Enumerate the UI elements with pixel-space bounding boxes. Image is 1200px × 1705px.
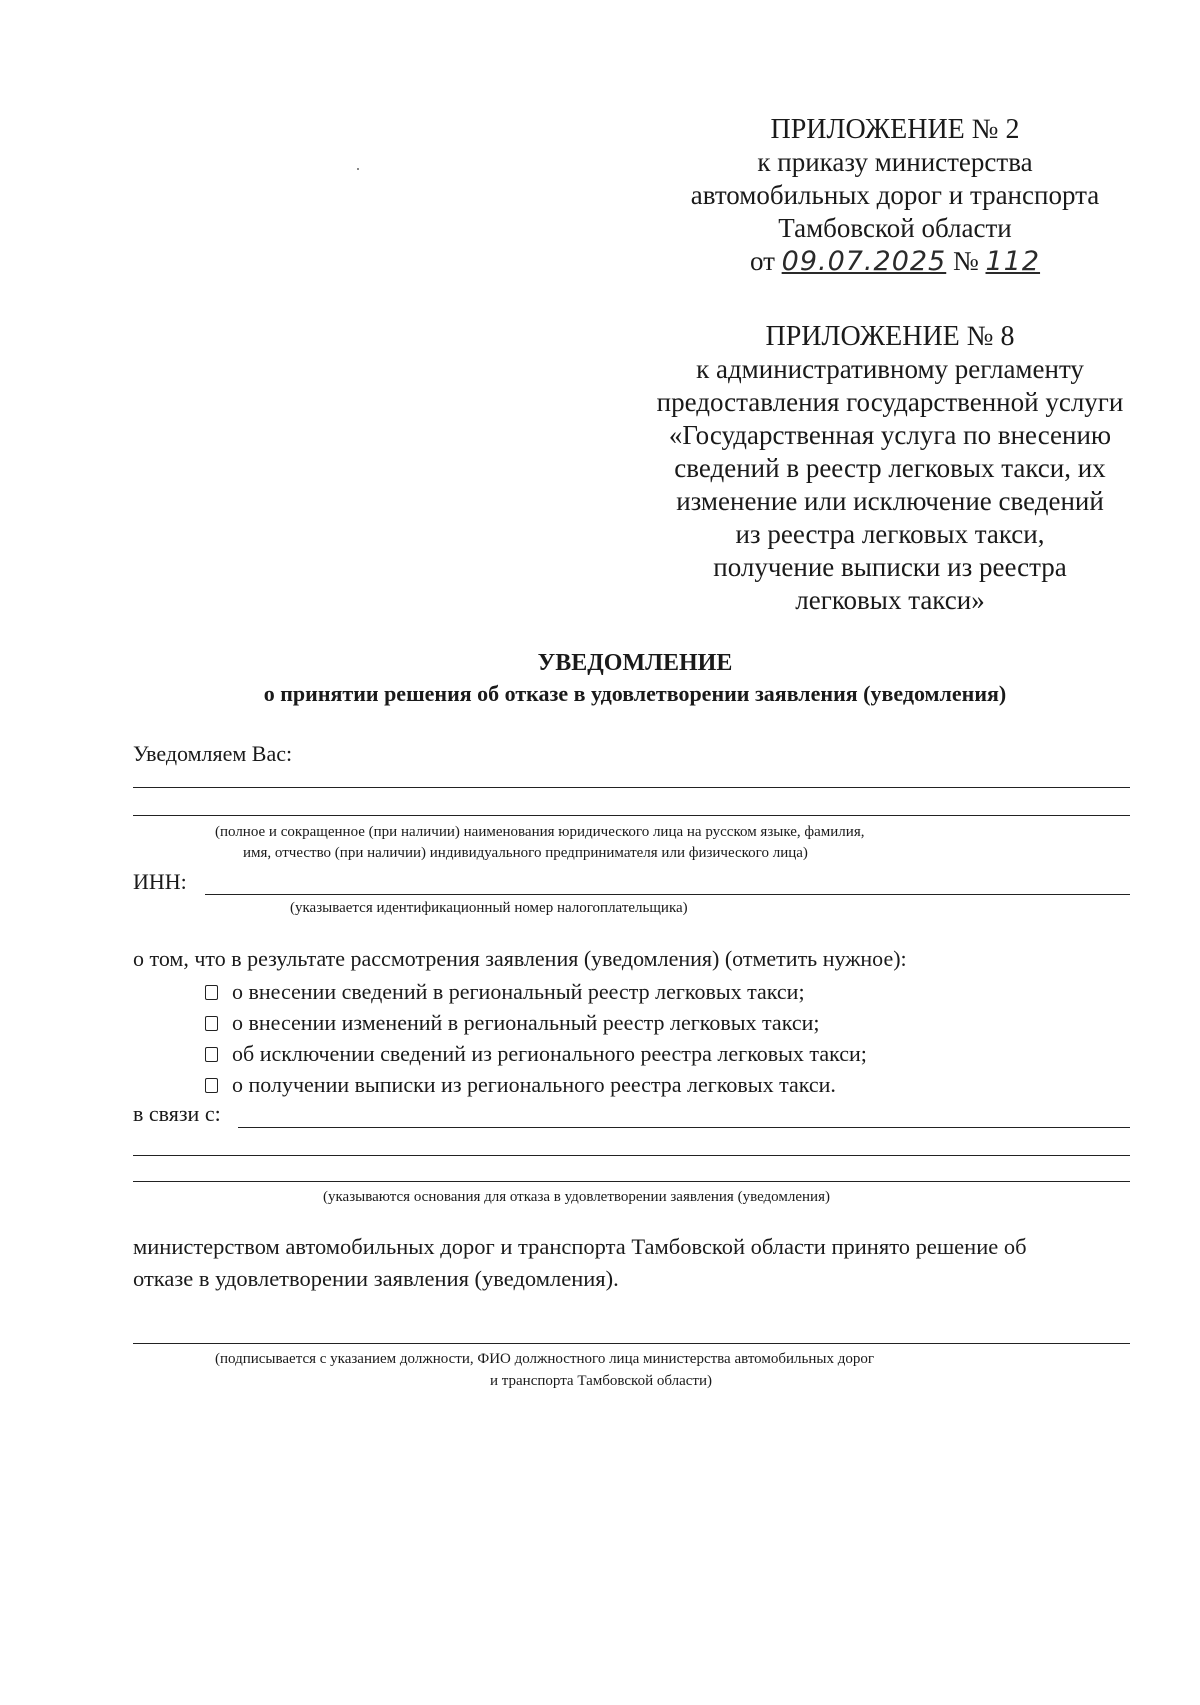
order-date-handwritten: 09.07.2025 (781, 246, 947, 277)
recipient-name-hint-2: имя, отчество (при наличии) индивидуального предпринимателя или физического лица) (243, 845, 808, 861)
appendix-8-line: изменение или исключение сведений (676, 486, 1104, 516)
checkbox[interactable] (205, 1016, 218, 1031)
recipient-name-line-2 (133, 815, 1130, 816)
checkbox[interactable] (205, 1078, 218, 1093)
reason-line-2 (133, 1155, 1130, 1156)
appendix-8-line: к административному регламенту (696, 354, 1084, 384)
appendix-2-line: автомобильных дорог и транспорта (690, 180, 1100, 210)
reason-label: в связи с: (133, 1101, 221, 1126)
reason-line-3 (133, 1181, 1130, 1182)
inn-line (205, 894, 1130, 895)
appendix-8-title: ПРИЛОЖЕНИЕ № 8 (765, 321, 1015, 352)
appendix-8-line: легковых такси» (795, 585, 985, 615)
option-label: о внесении сведений в региональный реестр легковых такси; (232, 979, 805, 1004)
number-prefix: № (952, 246, 979, 276)
decision-line-1: министерством автомобильных дорог и транспорта Тамбовской области принято решение об (133, 1234, 1027, 1259)
recipient-name-line-1 (133, 787, 1130, 788)
option-row (205, 1040, 867, 1068)
appendix-2-header (600, 113, 1190, 278)
decision-line-2: отказе в удовлетворении заявления (уведомления). (133, 1266, 619, 1291)
checkbox[interactable] (205, 985, 218, 1000)
signature-hint-1: (подписывается с указанием должности, ФИО должностного лица министерства автомобильных дорог (215, 1351, 875, 1367)
appendix-8-line: получение выписки из реестра (713, 552, 1067, 582)
date-prefix: от (749, 246, 775, 276)
signature-line (133, 1343, 1130, 1344)
order-number-handwritten: 112 (985, 246, 1041, 277)
appendix-8-line: «Государственная услуга по внесению (668, 420, 1112, 450)
option-row (205, 1009, 819, 1037)
signature-hint-2: и транспорта Тамбовской области) (490, 1373, 712, 1389)
checkbox[interactable] (205, 1047, 218, 1062)
option-label: о получении выписки из регионального реестра легковых такси. (232, 1072, 836, 1097)
appendix-2-title: ПРИЛОЖЕНИЕ № 2 (770, 114, 1020, 145)
option-row (205, 1071, 836, 1099)
appendix-2-line: к приказу министерства (757, 147, 1033, 177)
appendix-8-line: сведений в реестр легковых такси, их (674, 453, 1106, 483)
option-row (205, 978, 805, 1006)
notify-label: Уведомляем Вас: (133, 741, 293, 766)
appendix-8-line: из реестра легковых такси, (735, 519, 1045, 549)
option-label: об исключении сведений из регионального реестра легковых такси; (232, 1041, 867, 1066)
appendix-8-header (590, 320, 1190, 617)
result-intro: о том, что в результате рассмотрения заявления (уведомления) (отметить нужное): (133, 946, 907, 971)
notice-subtitle: о принятии решения об отказе в удовлетворении заявления (уведомления) (263, 681, 1007, 706)
appendix-2-line: Тамбовской области (778, 213, 1012, 243)
scan-speck (357, 168, 359, 170)
inn-label: ИНН: (133, 869, 187, 894)
option-label: о внесении изменений в региональный реестр легковых такси; (232, 1010, 820, 1035)
order-date-number-line (750, 245, 1040, 278)
recipient-name-hint-1: (полное и сокращенное (при наличии) наименования юридического лица на русском языке, фамилия, (215, 824, 865, 840)
appendix-8-line: предоставления государственной услуги (656, 387, 1124, 417)
notice-title: УВЕДОМЛЕНИЕ (537, 650, 733, 676)
reason-line-1 (238, 1127, 1130, 1128)
reason-hint: (указываются основания для отказа в удовлетворении заявления (уведомления) (323, 1189, 830, 1205)
inn-hint: (указывается идентификационный номер налогоплательщика) (290, 900, 688, 916)
